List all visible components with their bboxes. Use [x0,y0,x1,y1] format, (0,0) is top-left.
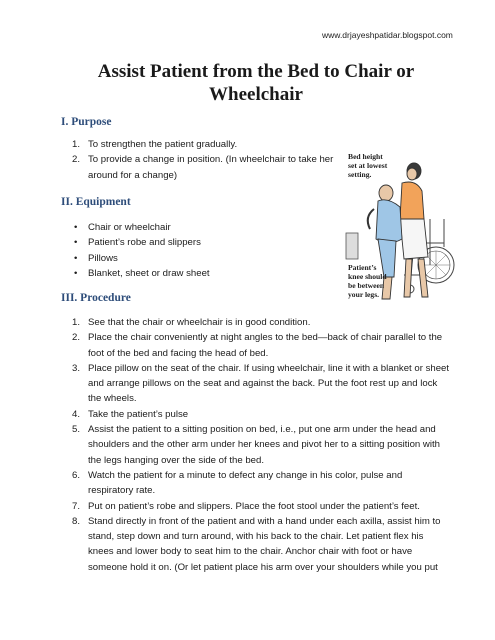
list-item [72,514,467,575]
item-text: Patient’s robe and slippers [88,237,201,249]
caption-line: setting. [348,170,372,179]
page-title: Assist Patient from the Bed to Chair or Wheelchair [97,61,415,105]
item-line: respiratory rate. [88,485,156,497]
section-heading-procedure: III. Procedure [61,292,131,304]
item-text: Chair or wheelchair [88,222,171,233]
section-heading-purpose: I. Purpose [61,116,112,128]
item-line: Put on patient’s robe and slippers. Place the foot stool under the patient’s feet. [88,500,420,512]
equipment-list [72,220,342,281]
item-line: someone hold it on. (Or let patient place his arm over your shoulders while you put [88,561,438,573]
caption-line: your legs. [348,290,380,299]
list-item [72,330,467,361]
caption-line: be between [348,281,385,290]
caption-line: Patient’s [348,263,377,272]
list-item [72,468,467,499]
list-item [72,266,342,281]
procedure-list [72,315,467,575]
list-item [72,235,342,250]
item-line: To provide a change in position. (In wheelchair to take her [88,154,334,166]
list-item [72,499,467,514]
item-text: Pillows [88,252,118,264]
item-line: knees and lower body to seat him to the chair. Anchor chair with foot or have [88,546,413,558]
site-url: www.drjayeshpatidar.blogspot.com [322,30,453,40]
item-line: Assist the patient to a sitting position on bed, i.e., put one arm under the head and [88,424,436,436]
caption-line: knee should [348,272,387,281]
item-line: stand, step down and turn around, with his back to the chair. Let patient flex his [88,531,424,543]
item-line: See that the chair or wheelchair is in good condition. [88,317,311,328]
item-number: 7. [72,500,81,512]
bed-edge [346,233,358,259]
list-item [72,137,347,152]
item-line: foot of the bed and facing the head of bed. [88,347,269,359]
section-heading-equipment: II. Equipment [61,196,131,208]
item-line: shoulders and the other arm under her knees and pivot her to a sitting position with [88,439,440,451]
item-number: 3. [72,362,81,374]
item-line: the legs hanging over the side of the bed. [88,454,265,466]
item-line: Stand directly in front of the patient and with a hand under each axilla, assist him to [88,515,441,527]
purpose-list [72,137,347,183]
list-item [72,315,467,330]
item-number: 1. [72,139,81,150]
item-number: 8. [72,515,81,527]
list-item [72,422,467,468]
item-line: Place pillow on the seat of the chair. If using wheelchair, line it with a blanket or sheet [88,362,450,374]
item-line: around for a change) [88,169,178,181]
item-line: Watch the patient for a minute to defect any change in his color, pulse and [88,469,403,481]
item-line: To strengthen the patient gradually. [88,139,238,150]
transfer-illustration [344,147,456,306]
item-text: Blanket, sheet or draw sheet [88,267,210,279]
item-number: 4. [72,408,81,420]
list-item [72,152,347,183]
item-number: 6. [72,469,81,481]
item-line: Place the chair conveniently at night angles to the bed—back of chair parallel to the [88,332,443,344]
caption-line: set at lowest [348,161,388,170]
bullet-icon: • [74,267,78,279]
list-item [72,361,467,407]
caption-top [348,152,389,179]
item-line: the wheels. [88,393,137,405]
bullet-icon: • [74,222,78,233]
item-line: Take the patient’s pulse [88,408,189,420]
list-item [72,251,342,266]
bullet-icon: • [74,252,78,264]
item-line: and arrange pillows on the seat and against the back. Put the foot rest up and lock [88,378,438,390]
bullet-icon: • [74,237,78,249]
caption-line: Bed height [348,152,383,161]
item-number: 5. [72,424,81,436]
item-number: 2. [72,154,81,166]
item-number: 1. [72,317,81,328]
item-number: 2. [72,332,81,344]
list-item [72,407,467,422]
list-item [72,220,342,235]
